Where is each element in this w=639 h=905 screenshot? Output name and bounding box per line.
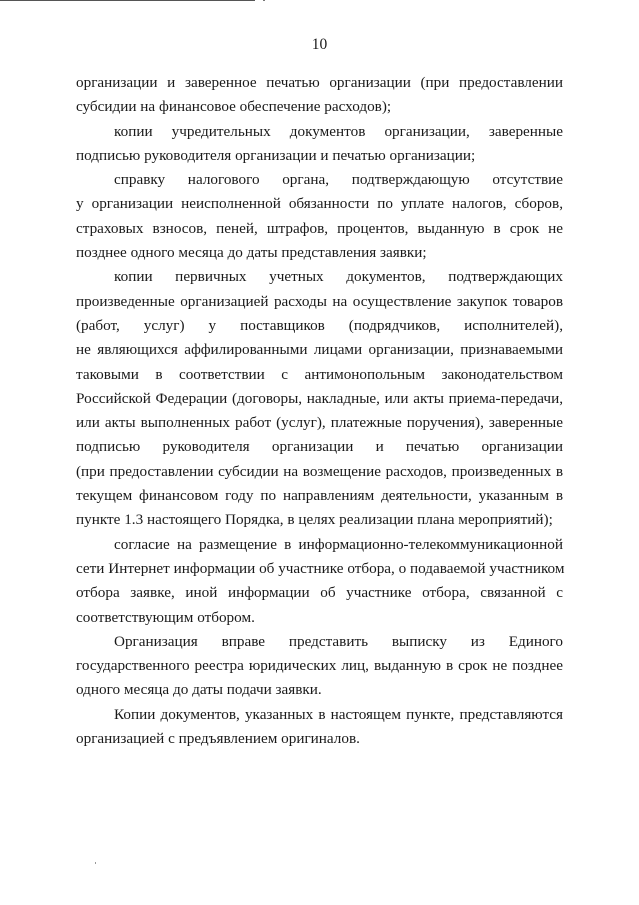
top-edge-line <box>0 0 255 1</box>
text-line: организации и заверенное печатью организации (при предоставлении <box>76 74 563 91</box>
text-line: одного месяца до даты подачи заявки. <box>76 681 322 699</box>
text-line: подписью руководителя организации и печатью организации; <box>76 146 476 164</box>
paragraph-first-line: Организация вправе представить выписку из Единого <box>114 632 563 650</box>
text-line: или акты выполненных работ (услуг), платежные поручения), заверенные <box>76 414 563 432</box>
text-line: страховых взносов, пеней, штрафов, процентов, выданную в срок не <box>76 219 563 237</box>
text-line: субсидии на финансовое обеспечение расходов); <box>76 98 392 116</box>
paragraph-first-line: копии первичных учетных документов, подтверждающих <box>114 268 563 286</box>
text-line: (при предоставлении субсидии на возмещение расходов, произведенных в <box>76 462 563 480</box>
text-line: подписью руководителя организации и печатью организации <box>76 438 563 456</box>
paragraph-first-line: согласие на размещение в информационно-телекоммуникационной <box>114 535 563 553</box>
document-body-text <box>76 71 563 751</box>
top-edge-mark <box>263 0 265 1</box>
text-line: Российской Федерации (договоры, накладные, или акты приема-передачи, <box>76 389 563 407</box>
text-line: (работ, услуг) у поставщиков (подрядчиков, исполнителей), <box>76 316 563 334</box>
text-line: таковыми в соответствии с антимонопольным законодательством <box>76 365 563 383</box>
paragraph-first-line: копии учредительных документов организации, заверенные <box>114 122 563 140</box>
text-line: произведенные организацией расходы на осуществление закупок товаров <box>76 292 563 310</box>
page-number: 10 <box>311 36 328 53</box>
text-line: текущем финансовом году по направлениям деятельности, указанным в <box>76 487 563 505</box>
text-line: организацией с предъявлением оригиналов. <box>76 730 360 748</box>
paragraph-first-line: справку налогового органа, подтверждающую отсутствие <box>114 171 563 189</box>
text-line: соответствующим отбором. <box>76 608 255 626</box>
scan-speck <box>95 862 96 864</box>
text-line: не являющихся аффилированными лицами организации, признаваемыми <box>76 341 563 359</box>
text-line: пункте 1.3 настоящего Порядка, в целях реализации плана мероприятий); <box>76 511 553 529</box>
text-line: государственного реестра юридических лиц, выданную в срок не позднее <box>76 657 563 675</box>
paragraph-first-line: Копии документов, указанных в настоящем пункте, представляются <box>114 705 563 723</box>
text-line: отбора заявке, иной информации об участнике отбора, связанной с <box>76 584 563 602</box>
text-line: позднее одного месяца до даты представления заявки; <box>76 244 427 262</box>
text-line: сети Интернет информации об участнике отбора, о подаваемой участником <box>76 559 565 577</box>
text-line: у организации неисполненной обязанности по уплате налогов, сборов, <box>76 195 563 213</box>
